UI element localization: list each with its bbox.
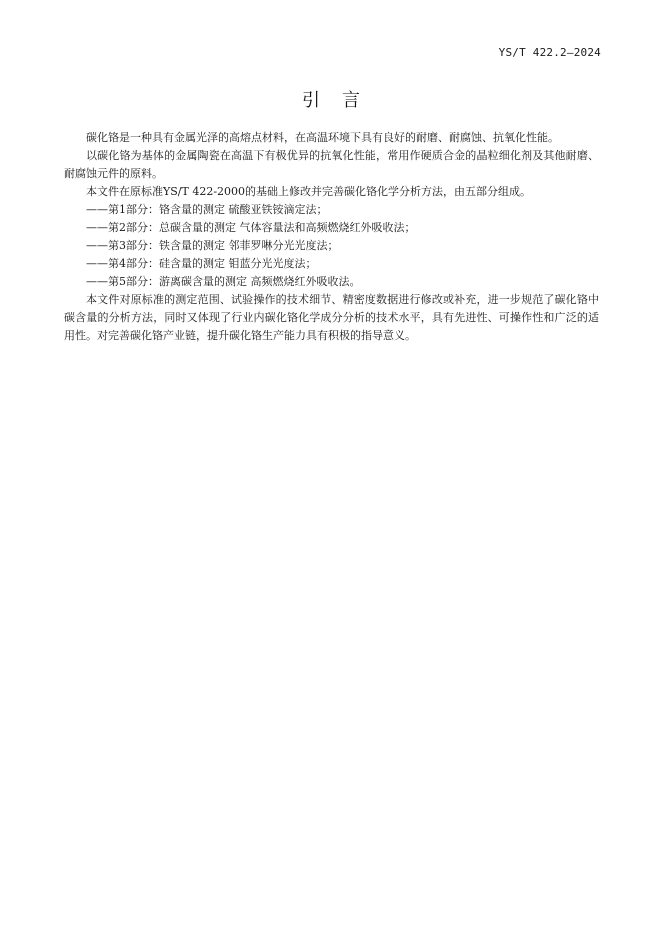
part-list-item-4: ——第4部分：硅含量的测定 钼蓝分光光度法； xyxy=(86,257,317,270)
part-list-item-2: ——第2部分：总碳含量的测定 气体容量法和高频燃烧红外吸收法； xyxy=(86,221,416,234)
page-title: 引言 xyxy=(302,90,382,111)
standard-number: YS/T 422.2—2024 xyxy=(498,46,601,59)
paragraph-intro-structure: 本文件在原标准YS/T 422-2000的基础上修改并完善碳化铬化学分析方法，由五部分组成。 xyxy=(86,185,532,198)
part-list-item-5: ——第5部分：游离碳含量的测定 高频燃烧红外吸收法。 xyxy=(86,275,361,288)
part-list-item-3: ——第3部分：铁含量的测定 邻菲罗啉分光光度法； xyxy=(86,239,339,252)
paragraph-intro-cermet: 以碳化铬为基体的金属陶瓷在高温下有极优异的抗氧化性能，常用作硬质合金的晶粒细化剂及其他耐磨、耐腐蚀元件的原料。 xyxy=(64,149,599,180)
introduction-body xyxy=(64,129,599,345)
paragraph-closing: 本文件对原标准的测定范围、试验操作的技术细节、精密度数据进行修改或补充，进一步规范了碳化铬中碳含量的分析方法，同时又体现了行业内碳化铬化学成分分析的技术水平，具有先进性、可操作性和广泛的适用性。对完善碳化铬产业链，提升碳化铬生产能力具有积极的指导意义。 xyxy=(64,293,599,342)
part-list-item-1: ——第1部分：铬含量的测定 硫酸亚铁铵滴定法； xyxy=(86,203,328,216)
paragraph-intro-material: 碳化铬是一种具有金属光泽的高熔点材料，在高温环境下具有良好的耐磨、耐腐蚀、抗氧化性能。 xyxy=(86,131,559,144)
